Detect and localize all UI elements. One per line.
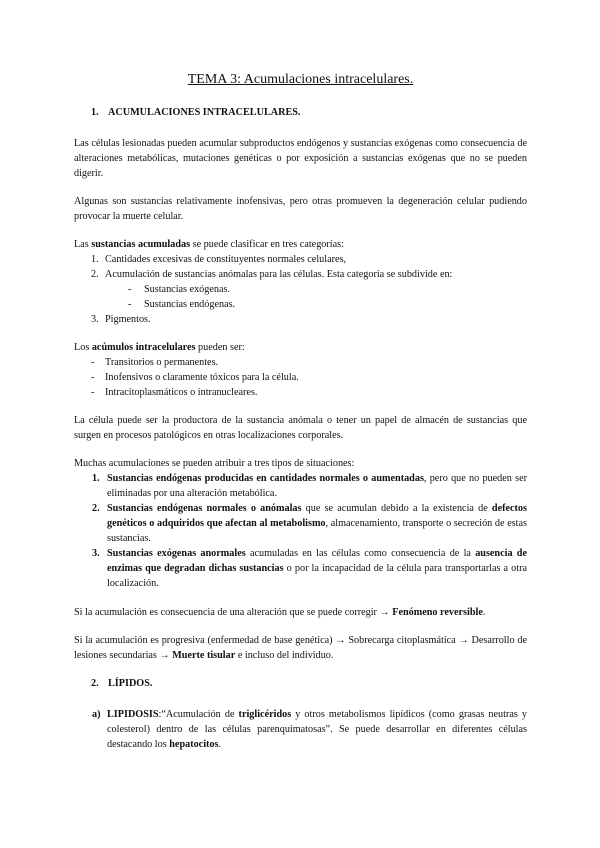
bold-term: ausencia de enzimas que degradan dichas sustancias [107, 548, 527, 574]
text-run: . [482, 607, 486, 618]
list-marker: 3. [91, 314, 99, 325]
page-title: TEMA 3: Acumulaciones intracelulares. [187, 72, 414, 87]
list-item-text: Pigmentos. [105, 314, 151, 325]
bold-term: hepatocitos [169, 739, 219, 750]
bold-term: LIPIDOSIS [107, 709, 159, 720]
list-item [74, 471, 527, 501]
list-item-text: Inofensivos o claramente tóxicos para la célula. [105, 372, 299, 383]
list-item-text: Sustancias exógenas. [144, 284, 231, 295]
bold-term: sustancias acumuladas [91, 239, 191, 250]
text-run: se puede clasificar en tres categorías: [190, 239, 344, 250]
list-item [74, 546, 527, 591]
text-run: que se acumulan debido a la existencia de [301, 503, 492, 514]
bold-term: Muerte tisular [172, 650, 236, 661]
text-run: pueden ser: [195, 342, 245, 353]
list-marker: 2. [91, 269, 99, 280]
paragraph: Algunas son sustancias relativamente inofensivas, pero otras promueven la degeneración celular pudiendo provocar la muerte celular. [74, 196, 527, 222]
bold-term: defectos genéticos o adquiridos que afectan al metabolismo [107, 503, 527, 529]
section-heading-text: LÍPIDOS. [108, 678, 153, 689]
list-item-text: Intracitoplasmáticos o intranucleares. [105, 387, 258, 398]
list-marker: a) [92, 709, 101, 720]
text-run: o por la incapacidad de la célula para transportarlas a otra localización. [107, 563, 527, 589]
subcategory-list [105, 282, 527, 312]
text-run: Las [74, 239, 92, 250]
bold-term: Sustancias endógenas normales o anómalas [107, 503, 302, 514]
section-heading-text: ACUMULACIONES INTRACELULARES. [108, 107, 301, 118]
list-marker: - [91, 357, 95, 368]
paragraph: La célula puede ser la productora de la sustancia anómala o tener un papel de almacén de sustancias que surgen en procesos patológicos en otras localizaciones corporales. [74, 415, 527, 441]
list-item [74, 252, 527, 267]
list-item [74, 312, 527, 327]
paragraph [74, 605, 527, 620]
list-item [74, 267, 527, 312]
list-item [74, 297, 527, 312]
list-item [74, 282, 527, 297]
list-marker: - [91, 387, 95, 398]
bold-term: triglicéridos [238, 709, 292, 720]
list-marker: 1. [91, 254, 99, 265]
list-item [74, 370, 527, 385]
section-number: 1. [91, 107, 99, 118]
text-run: e incluso del individuo. [235, 650, 334, 661]
text-run: y otros metabolismos lipídicos (como grasas neutras y colesterol) dentro de las células parenquimatosas”. Se puede desarrollar en diferentes células destacando los [107, 709, 527, 750]
text-run: . [218, 739, 222, 750]
list-marker: - [91, 372, 95, 383]
section-heading-1 [91, 105, 527, 120]
situations-list [74, 471, 527, 591]
lipids-list [74, 707, 527, 752]
paragraph [74, 633, 527, 663]
list-marker: 1. [92, 473, 100, 484]
text-run: Los [74, 342, 92, 353]
list-marker: - [128, 299, 132, 310]
document-page [74, 70, 527, 752]
text-run: Si la acumulación es progresiva (enfermedad de base genética) → Sobrecarga citoplasmática → Desarrollo de lesiones secundarias → [74, 635, 527, 661]
list-item-text: Sustancias endógenas. [144, 299, 236, 310]
text-run: acumuladas en las células como consecuencia de la [245, 548, 476, 559]
category-list [74, 252, 527, 327]
list-item [74, 385, 527, 400]
list-item-text: Acumulación de sustancias anómalas para las células. Esta categoría se subdivide en: [105, 269, 453, 280]
list-marker: 2. [92, 503, 100, 514]
paragraph [74, 237, 527, 252]
bold-term: Sustancias exógenas anormales [107, 548, 246, 559]
paragraph: Muchas acumulaciones se pueden atribuir a tres tipos de situaciones: [74, 458, 355, 469]
text-run: , pero que no pueden ser eliminadas por una alteración metabólica. [107, 473, 528, 499]
list-item [74, 707, 527, 752]
bold-term: acúmulos intracelulares [91, 342, 196, 353]
section-heading-2 [91, 676, 527, 691]
list-marker: - [128, 284, 132, 295]
types-list [74, 355, 527, 400]
text-run: , almacenamiento, transporte o secreción de estas sustancias. [107, 518, 527, 544]
list-item-text: Cantidades excesivas de constituyentes normales celulares, [105, 254, 347, 265]
list-marker: 3. [92, 548, 100, 559]
list-item [74, 501, 527, 546]
paragraph [74, 340, 527, 355]
paragraph: Las células lesionadas pueden acumular subproductos endógenos y sustancias exógenas como consecuencia de alteraciones metabólicas, mutaciones genéticas o por exposición a sustancias exógenas que no se pueden digerir. [74, 138, 527, 179]
text-run: Si la acumulación es consecuencia de una alteración que se puede corregir → [74, 607, 393, 618]
text-run: :“Acumulación de [158, 709, 239, 720]
section-number: 2. [91, 678, 99, 689]
bold-term: Fenómeno reversible [392, 607, 483, 618]
bold-term: Sustancias endógenas producidas en cantidades normales o aumentadas [107, 473, 424, 484]
list-item-text: Transitorios o permanentes. [105, 357, 219, 368]
list-item [74, 355, 527, 370]
